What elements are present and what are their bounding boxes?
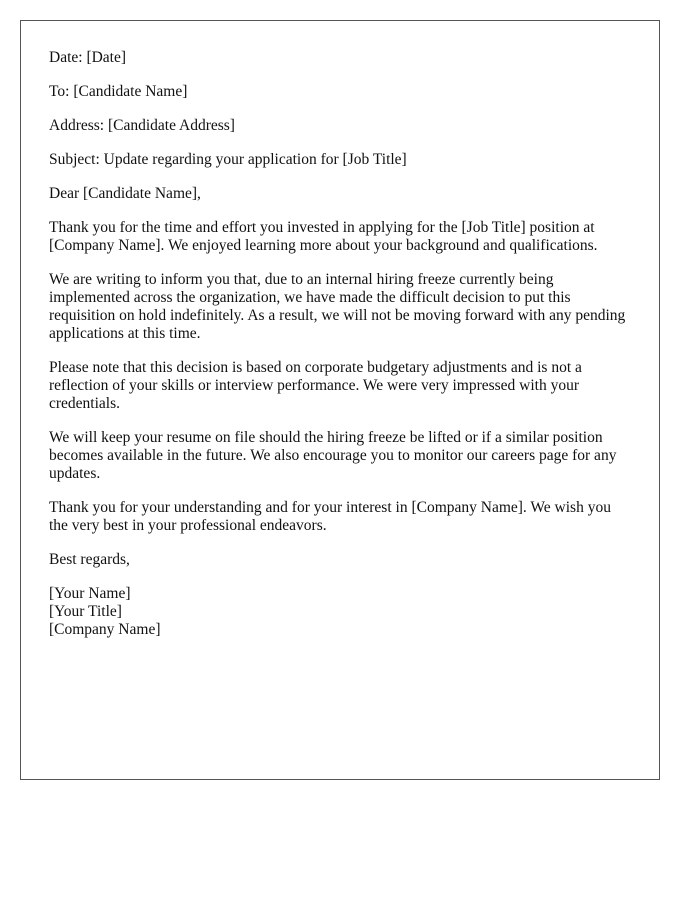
signature-title: [Your Title] <box>49 603 122 620</box>
body-paragraph: Please note that this decision is based on corporate budgetary adjustments and is not a reflection of your skills or interview performance. We were very impressed with your credentials. <box>49 359 582 412</box>
body-paragraph: Thank you for your understanding and for your interest in [Company Name]. We wish you the very best in your professional endeavors. <box>49 499 611 534</box>
letter-address: Address: [Candidate Address] <box>49 117 235 134</box>
letter-document <box>20 20 660 780</box>
letter-recipient: To: [Candidate Name] <box>49 83 188 100</box>
letter-subject: Subject: Update regarding your application for [Job Title] <box>49 151 407 168</box>
body-paragraph: Thank you for the time and effort you invested in applying for the [Job Title] position at [Company Name]. We enjoyed learning more about your background and qualifications. <box>49 219 598 254</box>
body-paragraph: We will keep your resume on file should the hiring freeze be lifted or if a similar position becomes available in the future. We also encourage you to monitor our careers page for any updates. <box>49 429 617 482</box>
letter-date: Date: [Date] <box>49 49 127 66</box>
signature-name: [Your Name] <box>49 585 131 602</box>
signature-block <box>49 585 631 639</box>
letter-salutation: Dear [Candidate Name], <box>49 185 201 202</box>
letter-closing: Best regards, <box>49 551 130 568</box>
signature-company: [Company Name] <box>49 621 161 638</box>
body-paragraph: We are writing to inform you that, due to an internal hiring freeze currently being implemented across the organization, we have made the difficult decision to put this requisition on hold indefinitely. As a result, we will not be moving forward with any pending applications at this time. <box>49 271 626 342</box>
